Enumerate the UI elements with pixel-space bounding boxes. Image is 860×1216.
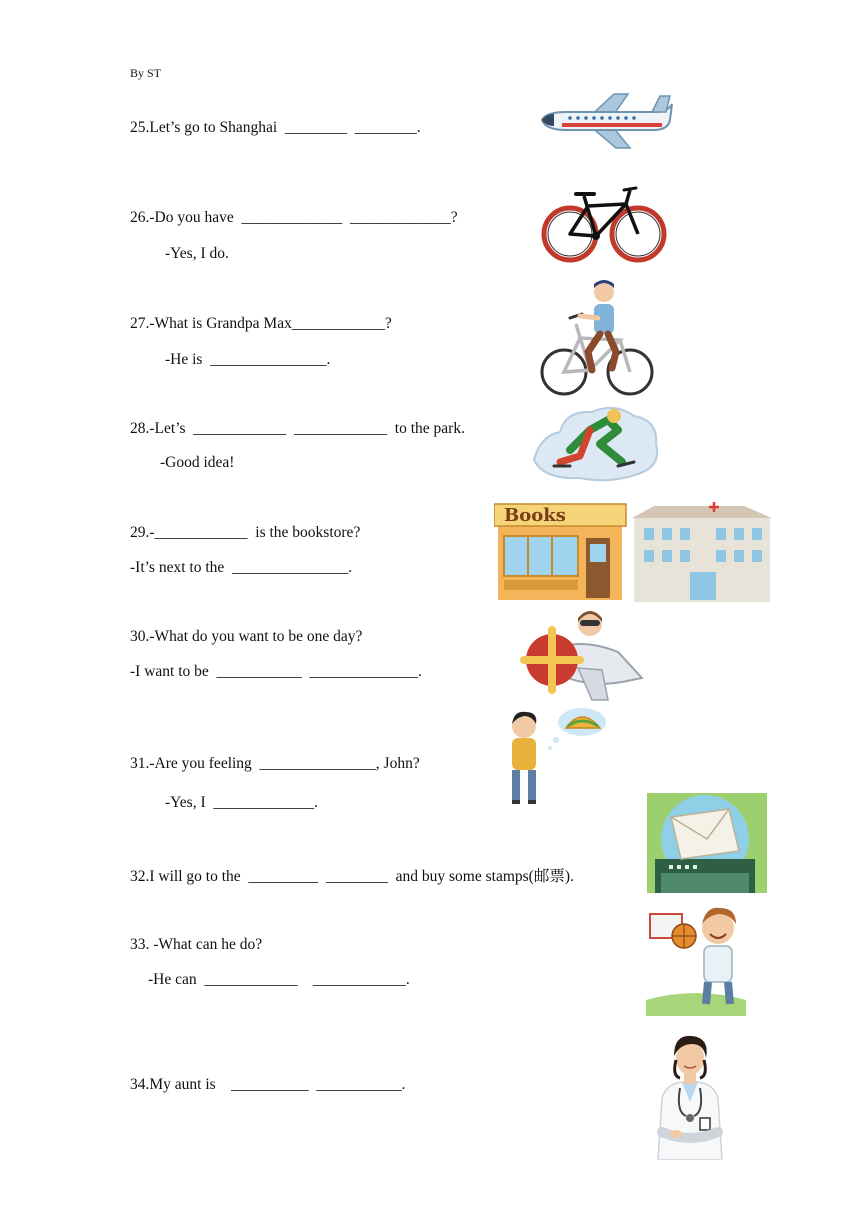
bookstore-hospital-icon [494,502,772,602]
question-29-line-1: 29.-____________ is the bookstore? [130,524,361,541]
header-author: By ST [130,66,162,80]
question-33-line-2: -He can ____________ ____________. [148,971,410,988]
post-office-icon [647,793,767,893]
question-32-line-1: 32.I will go to the _________ ________ and buy some stamps(邮票). [130,868,574,885]
bicycle-icon [540,186,668,264]
doctor-icon [652,1032,728,1160]
question-26-line-1: 26.-Do you have _____________ _____________? [130,209,458,226]
question-31-line-2: -Yes, I _____________. [165,794,319,811]
question-30-line-1: 30.-What do you want to be one day? [130,628,363,645]
question-30-line-2: -I want to be ___________ ______________. [130,663,422,680]
question-25-line-1: 25.Let’s go to Shanghai ________ ________. [130,119,421,136]
question-29-line-2: -It’s next to the _______________. [130,559,353,576]
ice-skater-icon [530,400,662,484]
pilot-plane-icon [518,608,644,704]
question-27-line-1: 27.-What is Grandpa Max____________? [130,315,392,332]
basketball-boy-icon [646,900,746,1016]
cyclist-grandpa-icon [540,278,654,400]
question-33-line-1: 33. -What can he do? [130,936,263,953]
question-34-line-1: 34.My aunt is __________ ___________. [130,1076,406,1093]
question-28-line-1: 28.-Let’s ____________ ____________ to the park. [130,420,465,437]
question-27-line-2: -He is _______________. [165,351,331,368]
bookstore-sign: Books [504,505,566,526]
airplane-icon [536,90,676,152]
question-26-line-2: -Yes, I do. [165,245,229,262]
hungry-boy-icon [504,704,608,808]
question-31-line-1: 31.-Are you feeling _______________, John? [130,755,420,772]
question-28-line-2: -Good idea! [160,454,235,471]
